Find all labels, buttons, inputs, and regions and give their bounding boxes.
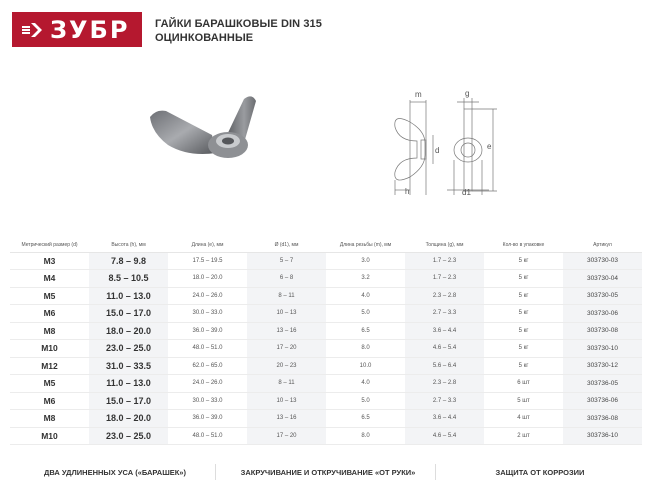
brand-name: ЗУБР [50, 15, 130, 44]
cell-diameter: 8 – 11 [247, 287, 326, 305]
cell-article: 303730-03 [563, 252, 642, 270]
cell-thread-length: 4.0 [326, 375, 405, 393]
specifications-table [10, 238, 642, 445]
cell-article: 303736-05 [563, 375, 642, 393]
table-header-row [10, 238, 642, 252]
wing-nut-photo [148, 95, 318, 205]
cell-height: 18.0 – 20.0 [89, 410, 168, 428]
cell-pack-qty: 5 кг [484, 270, 563, 288]
table-row [10, 427, 642, 445]
cell-article: 303730-10 [563, 340, 642, 358]
header-size: Метрический размер (d) [10, 238, 89, 252]
cell-height: 23.0 – 25.0 [89, 427, 168, 445]
cell-height: 31.0 – 33.5 [89, 357, 168, 375]
table-row [10, 287, 642, 305]
cell-length: 24.0 – 26.0 [168, 375, 247, 393]
cell-thread-length: 10.0 [326, 357, 405, 375]
label-d: d [435, 146, 440, 155]
cell-height: 7.8 – 9.8 [89, 252, 168, 270]
cell-pack-qty: 5 кг [484, 340, 563, 358]
cell-height: 18.0 – 20.0 [89, 322, 168, 340]
header-pack-qty: Кол-во в упаковке [484, 238, 563, 252]
cell-thickness: 2.7 – 3.3 [405, 305, 484, 323]
arrow-icon [22, 22, 44, 38]
cell-thread-length: 3.0 [326, 252, 405, 270]
cell-pack-qty: 5 кг [484, 305, 563, 323]
cell-thread-length: 8.0 [326, 340, 405, 358]
cell-pack-qty: 5 кг [484, 252, 563, 270]
cell-length: 36.0 – 39.0 [168, 322, 247, 340]
label-g: g [465, 89, 470, 98]
table-row [10, 410, 642, 428]
cell-pack-qty: 2 шт [484, 427, 563, 445]
cell-article: 303730-04 [563, 270, 642, 288]
header-length: Длина (e), мм [168, 238, 247, 252]
cell-article: 303730-08 [563, 322, 642, 340]
cell-diameter: 6 – 8 [247, 270, 326, 288]
table-row [10, 305, 642, 323]
cell-thread-length: 8.0 [326, 427, 405, 445]
cell-thread-length: 5.0 [326, 305, 405, 323]
cell-pack-qty: 5 кг [484, 287, 563, 305]
header-height: Высота (h), мм [89, 238, 168, 252]
label-h: h [405, 187, 410, 196]
cell-diameter: 20 – 23 [247, 357, 326, 375]
cell-size: M3 [10, 252, 89, 270]
cell-length: 48.0 – 51.0 [168, 340, 247, 358]
cell-length: 17.5 – 19.5 [168, 252, 247, 270]
cell-height: 11.0 – 13.0 [89, 375, 168, 393]
feature-hand-tighten: ЗАКРУЧИВАНИЕ И ОТКРУЧИВАНИЕ «ОТ РУКИ» [240, 467, 416, 477]
brand-logo [12, 12, 142, 47]
cell-length: 48.0 – 51.0 [168, 427, 247, 445]
cell-diameter: 8 – 11 [247, 375, 326, 393]
cell-diameter: 13 – 16 [247, 322, 326, 340]
cell-size: M8 [10, 322, 89, 340]
table-row [10, 357, 642, 375]
divider [435, 464, 436, 480]
title-line-2: ОЦИНКОВАННЫЕ [155, 32, 254, 44]
cell-pack-qty: 5 кг [484, 357, 563, 375]
cell-thickness: 4.6 – 5.4 [405, 427, 484, 445]
feature-corrosion: ЗАЩИТА ОТ КОРРОЗИИ [495, 467, 585, 477]
cell-diameter: 17 – 20 [247, 340, 326, 358]
cell-diameter: 10 – 13 [247, 392, 326, 410]
cell-diameter: 10 – 13 [247, 305, 326, 323]
cell-thread-length: 5.0 [326, 392, 405, 410]
cell-thickness: 4.6 – 5.4 [405, 340, 484, 358]
cell-length: 30.0 – 33.0 [168, 392, 247, 410]
table-row [10, 340, 642, 358]
cell-diameter: 5 – 7 [247, 252, 326, 270]
header-thread-length: Длина резьбы (m), мм [326, 238, 405, 252]
feature-wings: ДВА УДЛИНЕННЫХ УСА («БАРАШЕК») [44, 467, 186, 477]
cell-article: 303736-10 [563, 427, 642, 445]
cell-size: M10 [10, 340, 89, 358]
cell-size: M10 [10, 427, 89, 445]
cell-height: 15.0 – 17.0 [89, 305, 168, 323]
table-row [10, 252, 642, 270]
cell-article: 303730-05 [563, 287, 642, 305]
cell-length: 62.0 – 65.0 [168, 357, 247, 375]
cell-size: M4 [10, 270, 89, 288]
cell-height: 15.0 – 17.0 [89, 392, 168, 410]
cell-height: 11.0 – 13.0 [89, 287, 168, 305]
cell-diameter: 17 – 20 [247, 427, 326, 445]
cell-thickness: 2.3 – 2.8 [405, 375, 484, 393]
cell-size: M6 [10, 305, 89, 323]
label-d1: d1 [462, 188, 471, 197]
cell-thickness: 5.6 – 6.4 [405, 357, 484, 375]
cell-thread-length: 6.5 [326, 322, 405, 340]
cell-pack-qty: 5 шт [484, 392, 563, 410]
cell-length: 30.0 – 33.0 [168, 305, 247, 323]
table-row [10, 270, 642, 288]
cell-size: M8 [10, 410, 89, 428]
cell-thickness: 3.6 – 4.4 [405, 322, 484, 340]
cell-article: 303736-08 [563, 410, 642, 428]
cell-size: M6 [10, 392, 89, 410]
header-thickness: Толщина (g), мм [405, 238, 484, 252]
cell-pack-qty: 5 кг [484, 322, 563, 340]
cell-length: 36.0 – 39.0 [168, 410, 247, 428]
cell-length: 24.0 – 26.0 [168, 287, 247, 305]
table-row [10, 322, 642, 340]
cell-height: 8.5 – 10.5 [89, 270, 168, 288]
features-bar [0, 462, 650, 482]
cell-article: 303730-06 [563, 305, 642, 323]
cell-article: 303730-12 [563, 357, 642, 375]
header-diameter: Ø (d1), мм [247, 238, 326, 252]
cell-thread-length: 3.2 [326, 270, 405, 288]
cell-article: 303736-06 [563, 392, 642, 410]
cell-thickness: 3.6 – 4.4 [405, 410, 484, 428]
page-title [155, 17, 322, 45]
divider [215, 464, 216, 480]
table-row [10, 392, 642, 410]
cell-thread-length: 4.0 [326, 287, 405, 305]
header-article: Артикул [563, 238, 642, 252]
cell-length: 18.0 – 20.0 [168, 270, 247, 288]
cell-height: 23.0 – 25.0 [89, 340, 168, 358]
cell-size: M5 [10, 287, 89, 305]
cell-pack-qty: 6 шт [484, 375, 563, 393]
title-line-1: ГАЙКИ БАРАШКОВЫЕ DIN 315 [155, 18, 322, 30]
cell-thread-length: 6.5 [326, 410, 405, 428]
cell-size: M5 [10, 375, 89, 393]
cell-size: M12 [10, 357, 89, 375]
cell-thickness: 1.7 – 2.3 [405, 252, 484, 270]
label-e: e [487, 142, 492, 151]
cell-thickness: 2.3 – 2.8 [405, 287, 484, 305]
technical-drawing [385, 85, 510, 205]
cell-diameter: 13 – 16 [247, 410, 326, 428]
table-row [10, 375, 642, 393]
label-m: m [415, 90, 422, 99]
cell-thickness: 1.7 – 2.3 [405, 270, 484, 288]
cell-pack-qty: 4 шт [484, 410, 563, 428]
cell-thickness: 2.7 – 3.3 [405, 392, 484, 410]
